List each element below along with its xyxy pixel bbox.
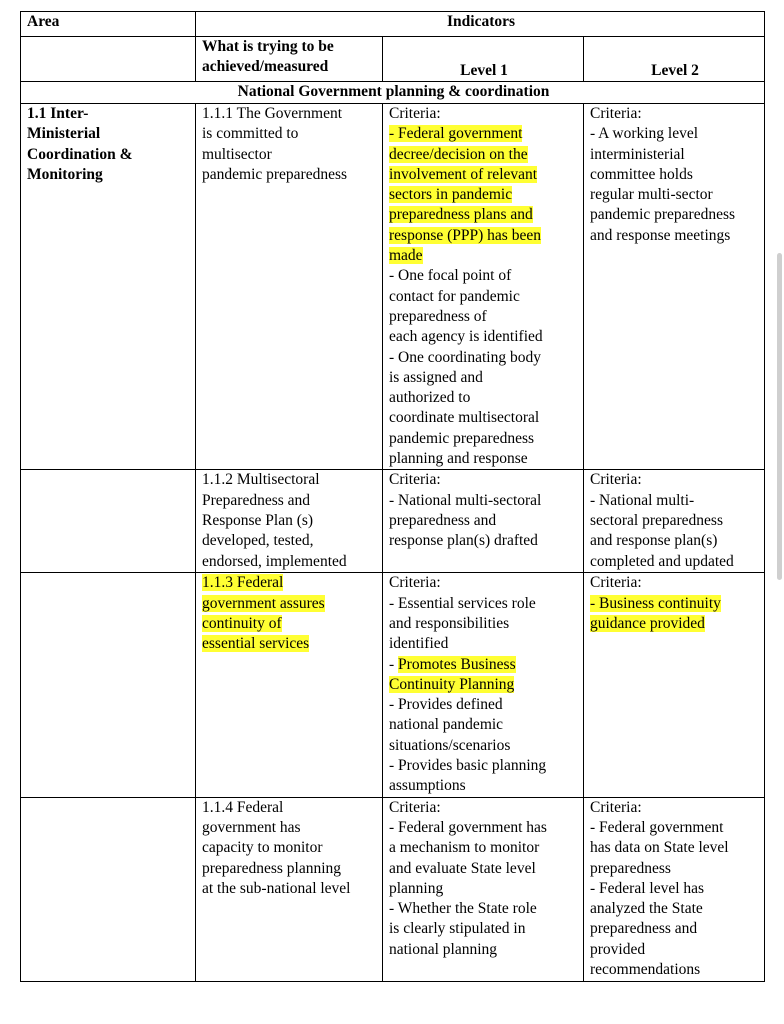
- area-line: 1.1 Inter-: [27, 105, 89, 122]
- cell-line: [389, 695, 579, 715]
- indicator-row: [21, 470, 765, 573]
- cell-line: [389, 429, 579, 449]
- cell-line: [202, 145, 378, 165]
- row-2-what-cell: [196, 470, 383, 573]
- line-text: pandemic preparedness: [202, 165, 348, 183]
- line-text: and evaluate State level: [389, 859, 536, 877]
- line-text: and response plan(s): [590, 532, 718, 550]
- line-text: a mechanism to monitor: [389, 839, 540, 857]
- line-text: sectoral preparedness: [590, 511, 723, 529]
- cell-line: [389, 675, 579, 695]
- line-text: recommendations: [590, 960, 701, 978]
- line-text: completed and updated: [590, 552, 734, 570]
- cell-line: [202, 573, 378, 593]
- indicator-row: [21, 573, 765, 797]
- cell-line: [202, 104, 378, 124]
- cell-line: [202, 124, 378, 144]
- line-text: preparedness planning: [202, 859, 342, 877]
- section-row: [21, 82, 765, 104]
- line-text: endorsed, implemented: [202, 552, 347, 570]
- cell-line: [202, 838, 378, 858]
- row-3-what-cell: [196, 573, 383, 797]
- line-text: interministerial: [590, 145, 685, 163]
- line-text: planning and response: [389, 450, 528, 468]
- cell-line: [389, 165, 579, 185]
- cell-line: [202, 511, 378, 531]
- scrollbar-thumb[interactable]: [777, 253, 782, 580]
- line-text: pandemic preparedness: [590, 206, 736, 224]
- cell-line: [389, 470, 579, 490]
- section-title: National Government planning & coordination: [21, 82, 765, 104]
- cell-line: [389, 104, 579, 124]
- cell-line: [389, 226, 579, 246]
- area-line: Monitoring: [27, 165, 103, 183]
- highlighted-text: preparedness plans and: [389, 206, 533, 224]
- subheader-row: [21, 37, 765, 82]
- highlighted-text: made: [389, 247, 423, 265]
- cell-line: [590, 859, 760, 879]
- cell-line: [202, 491, 378, 511]
- line-text: preparedness: [590, 859, 671, 877]
- cell-line: [389, 859, 579, 879]
- row-4-level1-cell: [383, 797, 584, 981]
- cell-line: [590, 573, 760, 593]
- cell-line: [389, 838, 579, 858]
- area-header-blank: [21, 37, 196, 82]
- cell-line: [202, 859, 378, 879]
- what-header: [196, 37, 383, 82]
- line-text: Criteria:: [590, 798, 642, 816]
- line-text: - Whether the State role: [389, 900, 537, 918]
- indicator-row: [21, 104, 765, 470]
- cell-line: [590, 818, 760, 838]
- line-text: contact for pandemic: [389, 287, 520, 305]
- cell-line: [590, 614, 760, 634]
- line-text: - One coordinating body: [389, 348, 541, 366]
- indicator-table: [20, 11, 765, 982]
- line-text: capacity to monitor: [202, 839, 323, 857]
- cell-line: [389, 307, 579, 327]
- line-text: planning: [389, 879, 444, 897]
- line-text: national pandemic: [389, 716, 504, 734]
- cell-line: [389, 348, 579, 368]
- line-text: Criteria:: [389, 471, 441, 489]
- cell-line: [389, 634, 579, 654]
- line-text: Criteria:: [590, 574, 642, 592]
- cell-line: [590, 838, 760, 858]
- cell-line: [202, 879, 378, 899]
- line-text: - Federal government has: [389, 818, 547, 836]
- cell-line: [590, 226, 760, 246]
- indicators-header: Indicators: [196, 12, 765, 37]
- cell-line: [590, 124, 760, 144]
- highlighted-text: Promotes Business: [398, 655, 516, 673]
- highlighted-text: - Federal government: [389, 125, 523, 143]
- row-4-what-cell: [196, 797, 383, 981]
- indicator-row: [21, 797, 765, 981]
- cell-line: [202, 165, 378, 185]
- cell-line: [389, 511, 579, 531]
- row-4-level2-cell: [584, 797, 765, 981]
- cell-line: [389, 919, 579, 939]
- cell-line: [389, 899, 579, 919]
- line-text: government has: [202, 818, 301, 836]
- highlighted-text: guidance provided: [590, 614, 705, 632]
- line-text: - Federal level has: [590, 879, 705, 897]
- area-cell-empty: [21, 797, 196, 981]
- cell-line: [389, 715, 579, 735]
- cell-line: [202, 634, 378, 654]
- line-text: -: [389, 655, 399, 673]
- area-cell-empty: [21, 573, 196, 797]
- line-text: Criteria:: [389, 574, 441, 592]
- highlighted-text: - Business continuity: [590, 594, 721, 612]
- cell-line: [389, 327, 579, 347]
- highlighted-text: decree/decision on the: [389, 145, 528, 163]
- line-text: response plan(s) drafted: [389, 532, 538, 550]
- line-text: is assigned and: [389, 368, 483, 386]
- cell-line: [389, 408, 579, 428]
- cell-line: [389, 798, 579, 818]
- line-text: and response meetings: [590, 226, 731, 244]
- line-text: national planning: [389, 940, 498, 958]
- line-text: preparedness of: [389, 307, 487, 325]
- line-text: 1.1.4 Federal: [202, 798, 284, 816]
- cell-line: [590, 185, 760, 205]
- line-text: analyzed the State: [590, 900, 703, 918]
- cell-line: [590, 552, 760, 572]
- row-1-level1-cell: [383, 104, 584, 470]
- cell-line: [389, 531, 579, 551]
- line-text: - National multi-sectoral: [389, 491, 542, 509]
- cell-line: [389, 940, 579, 960]
- line-text: is clearly stipulated in: [389, 920, 526, 938]
- cell-line: [590, 491, 760, 511]
- row-1-what-cell: [196, 104, 383, 470]
- cell-line: [202, 614, 378, 634]
- cell-line: [389, 655, 579, 675]
- cell-line: [389, 818, 579, 838]
- level2-header: Level 2: [584, 37, 765, 82]
- line-text: and responsibilities: [389, 614, 510, 632]
- cell-line: [389, 736, 579, 756]
- line-text: Criteria:: [389, 105, 441, 122]
- cell-line: [202, 594, 378, 614]
- line-text: has data on State level: [590, 839, 729, 857]
- highlighted-text: involvement of relevant: [389, 165, 538, 183]
- cell-line: [590, 919, 760, 939]
- cell-line: [202, 552, 378, 572]
- line-text: - Provides basic planning: [389, 757, 547, 775]
- cell-line: [389, 879, 579, 899]
- cell-line: [590, 205, 760, 225]
- cell-line: [389, 614, 579, 634]
- highlighted-text: response (PPP) has been: [389, 226, 541, 244]
- cell-line: [389, 776, 579, 796]
- line-text: Criteria:: [590, 471, 642, 489]
- cell-line: [590, 960, 760, 980]
- cell-line: [202, 798, 378, 818]
- line-text: Criteria:: [389, 798, 441, 816]
- cell-line: [389, 388, 579, 408]
- cell-line: [202, 531, 378, 551]
- line-text: - Provides defined: [389, 696, 503, 714]
- line-text: authorized to: [389, 389, 471, 407]
- cell-line: [389, 756, 579, 776]
- cell-line: [590, 104, 760, 124]
- line-text: 1.1.1 The Government: [202, 105, 343, 122]
- cell-line: [590, 899, 760, 919]
- cell-line: [389, 185, 579, 205]
- line-text: Preparedness and: [202, 491, 311, 509]
- highlighted-text: essential services: [202, 635, 310, 653]
- line-text: - A working level: [590, 125, 699, 143]
- level1-header: Level 1: [383, 37, 584, 82]
- cell-line: [590, 145, 760, 165]
- header-row: [21, 12, 765, 37]
- line-text: multisector: [202, 145, 272, 163]
- cell-line: [590, 798, 760, 818]
- line-text: preparedness and: [590, 920, 698, 938]
- cell-line: [389, 205, 579, 225]
- cell-line: [389, 287, 579, 307]
- line-text: situations/scenarios: [389, 736, 511, 754]
- what-header-line-1: What is trying to be: [202, 38, 334, 55]
- area-line: Ministerial: [27, 125, 101, 143]
- cell-line: [389, 449, 579, 469]
- cell-line: [590, 531, 760, 551]
- cell-line: [590, 165, 760, 185]
- cell-line: [590, 940, 760, 960]
- line-text: is committed to: [202, 125, 299, 143]
- line-text: pandemic preparedness: [389, 429, 535, 447]
- line-text: Criteria:: [590, 105, 642, 122]
- area-cell-empty: [21, 470, 196, 573]
- row-3-level1-cell: [383, 573, 584, 797]
- highlighted-text: sectors in pandemic: [389, 186, 513, 204]
- highlighted-text: continuity of: [202, 614, 282, 632]
- highlighted-text: government assures: [202, 594, 325, 612]
- highlighted-text: Continuity Planning: [389, 675, 515, 693]
- line-text: - National multi-: [590, 491, 695, 509]
- line-text: - One focal point of: [389, 267, 512, 285]
- line-text: regular multi-sector: [590, 186, 713, 204]
- line-text: coordinate multisectoral: [389, 409, 540, 427]
- line-text: 1.1.2 Multisectoral: [202, 471, 320, 489]
- area-cell: [21, 104, 196, 470]
- line-text: each agency is identified: [389, 328, 543, 346]
- line-text: provided: [590, 940, 646, 958]
- cell-line: [389, 124, 579, 144]
- cell-line: [389, 573, 579, 593]
- area-line: Coordination &: [27, 145, 133, 163]
- cell-line: [202, 818, 378, 838]
- line-text: Response Plan (s): [202, 511, 314, 529]
- highlighted-text: 1.1.3 Federal: [202, 574, 284, 592]
- line-text: - Federal government: [590, 818, 724, 836]
- row-2-level2-cell: [584, 470, 765, 573]
- line-text: at the sub-national level: [202, 879, 351, 897]
- row-2-level1-cell: [383, 470, 584, 573]
- cell-line: [389, 594, 579, 614]
- line-text: identified: [389, 635, 449, 653]
- line-text: preparedness and: [389, 511, 497, 529]
- line-text: committee holds: [590, 165, 693, 183]
- line-text: assumptions: [389, 777, 466, 795]
- row-1-level2-cell: [584, 104, 765, 470]
- cell-line: [389, 145, 579, 165]
- cell-line: [590, 594, 760, 614]
- cell-line: [202, 470, 378, 490]
- cell-line: [389, 491, 579, 511]
- cell-line: [590, 470, 760, 490]
- line-text: developed, tested,: [202, 532, 314, 550]
- cell-line: [389, 246, 579, 266]
- cell-line: [389, 368, 579, 388]
- area-header: Area: [21, 12, 196, 37]
- cell-line: [590, 879, 760, 899]
- row-3-level2-cell: [584, 573, 765, 797]
- line-text: - Essential services role: [389, 594, 536, 612]
- cell-line: [389, 266, 579, 286]
- what-header-line-2: achieved/measured: [202, 58, 329, 76]
- cell-line: [590, 511, 760, 531]
